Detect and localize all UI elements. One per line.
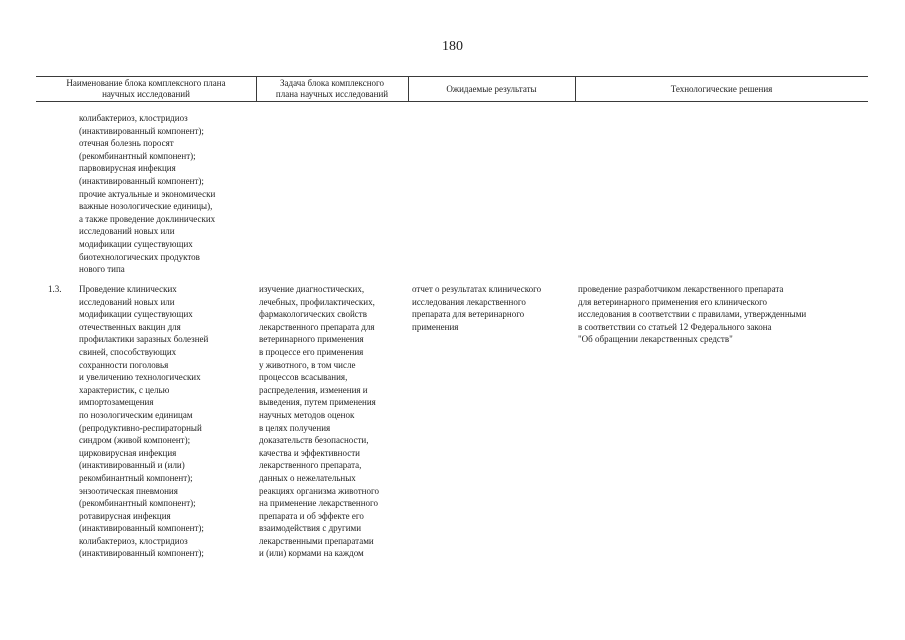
column-header-task: Задача блока комплексного плана научных исследований [275,78,389,99]
tech-solutions-text: проведение разработчиком лекарственного препарата для ветеринарного применения его клинического исследования в соответствии с правилами, утвержденными в соответствии со статьей 12 Федерального закона "Об обращении лекарственных средств" [578,284,807,345]
block-name-text: Проведение клинических исследований новых или модификации существующих отечественных вакцин для профилактики заразных болезней свиней, способствующих сохранности поголовья и увеличению технологических характеристик, с целью импортозамещения по нозологическим единицам (репродуктивно-респираторный синдром (живой компонент); цирковирусная инфекция (инактивированный и (или) рекомбинантный компонент); энзоотическая пневмония (рекомбинантный компонент); ротавирусная инфекция (инактивированный компонент); колибактериоз, клостридиоз (инактивированный компонент); [79,284,209,559]
block-task-text: изучение диагностических, лечебных, профилактических, фармакологических свойств лекарственного препарата для ветеринарного применения в процессе его применения у животного, в том числе процессов всасывания, распределения, изменения и выведения, путем применения научных методов оценок в целях получения доказательств безопасности, качества и эффективности лекарственного препарата, данных о нежелательных реакциях организма животного на применение лекарственного препарата и об эффекте его взаимодействия с другими лекарственными препаратами и (или) кормами на каждом [259,284,379,559]
table-header-bottom-rule [36,101,868,102]
column-header-tech-solutions: Технологические решения [670,84,773,94]
continued-block-name-text: колибактериоз, клостридиоз (инактивированный компонент); отечная болезнь поросят (рекомбинантный компонент); парвовирусная инфекция (инактивированный компонент); прочие актуальные и экономически важные нозологические единицы), а также проведение доклинических исследований новых или модификации существующих биотехнологических продуктов нового типа [79,113,216,275]
page-number: 180 [442,39,463,54]
expected-results-text: отчет о результатах клинического исследования лекарственного препарата для ветеринарного применения [412,284,542,332]
row-number: 1.3. [48,284,62,294]
column-header-expected-results: Ожидаемые результаты [446,84,537,94]
column-header-block-name: Наименование блока комплексного плана научных исследований [66,78,226,99]
table-header-top-rule [36,76,868,77]
